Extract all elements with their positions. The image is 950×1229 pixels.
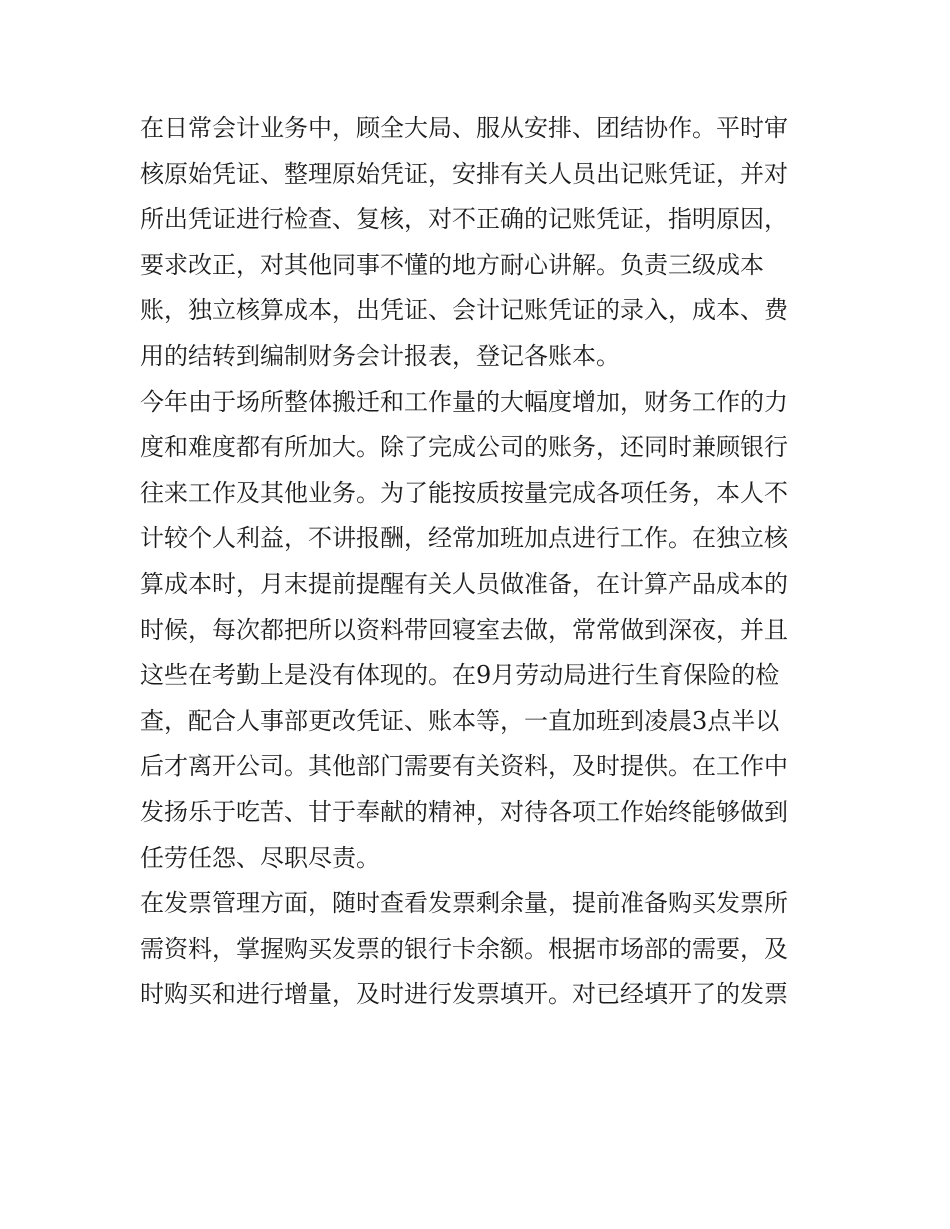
text-line: 发扬乐于吃苦、甘于奉献的精神，对待各项工作始终能够做到 bbox=[140, 797, 788, 826]
text-line: 时候，每次都把所以资料带回寝室去做，常常做到深夜，并且 bbox=[140, 615, 788, 644]
document-body bbox=[140, 106, 820, 1018]
text-line: 度和难度都有所加大。除了完成公司的账务，还同时兼顾银行 bbox=[140, 433, 788, 462]
text-line: 要求改正，对其他同事不懂的地方耐心讲解。负责三级成本 bbox=[140, 250, 764, 279]
text-line: 所出凭证进行检查、复核，对不正确的记账凭证，指明原因， bbox=[140, 205, 788, 234]
text-line: 这些在考勤上是没有体现的。在9月劳动局进行生育保险的检 bbox=[140, 661, 780, 690]
paragraph-3 bbox=[140, 881, 820, 1018]
text-line: 需资料，掌握购买发票的银行卡余额。根据市场部的需要，及 bbox=[140, 934, 788, 963]
text-line: 账，独立核算成本，出凭证、会计记账凭证的录入，成本、费 bbox=[140, 296, 788, 325]
paragraph-1 bbox=[140, 106, 820, 380]
text-line: 往来工作及其他业务。为了能按质按量完成各项任务，本人不 bbox=[140, 478, 788, 507]
text-line: 计较个人利益，不讲报酬，经常加班加点进行工作。在独立核 bbox=[140, 524, 788, 553]
text-line: 用的结转到编制财务会计报表，登记各账本。 bbox=[140, 341, 620, 370]
text-line: 时购买和进行增量，及时进行发票填开。对已经填开了的发票 bbox=[140, 980, 788, 1009]
text-line: 任劳任怨、尽职尽责。 bbox=[140, 843, 380, 872]
text-line: 今年由于场所整体搬迁和工作量的大幅度增加，财务工作的力 bbox=[140, 387, 788, 416]
text-line: 核原始凭证、整理原始凭证，安排有关人员出记账凭证，并对 bbox=[140, 159, 788, 188]
text-line: 在日常会计业务中，顾全大局、服从安排、团结协作。平时审 bbox=[140, 114, 788, 142]
text-line: 算成本时，月末提前提醒有关人员做准备，在计算产品成本的 bbox=[140, 569, 788, 598]
paragraph-2 bbox=[140, 380, 820, 882]
text-line: 后才离开公司。其他部门需要有关资料，及时提供。在工作中 bbox=[140, 752, 788, 781]
text-line: 在发票管理方面，随时查看发票剩余量，提前准备购买发票所 bbox=[140, 889, 788, 918]
text-line: 查，配合人事部更改凭证、账本等，一直加班到凌晨3点半以 bbox=[140, 706, 780, 735]
